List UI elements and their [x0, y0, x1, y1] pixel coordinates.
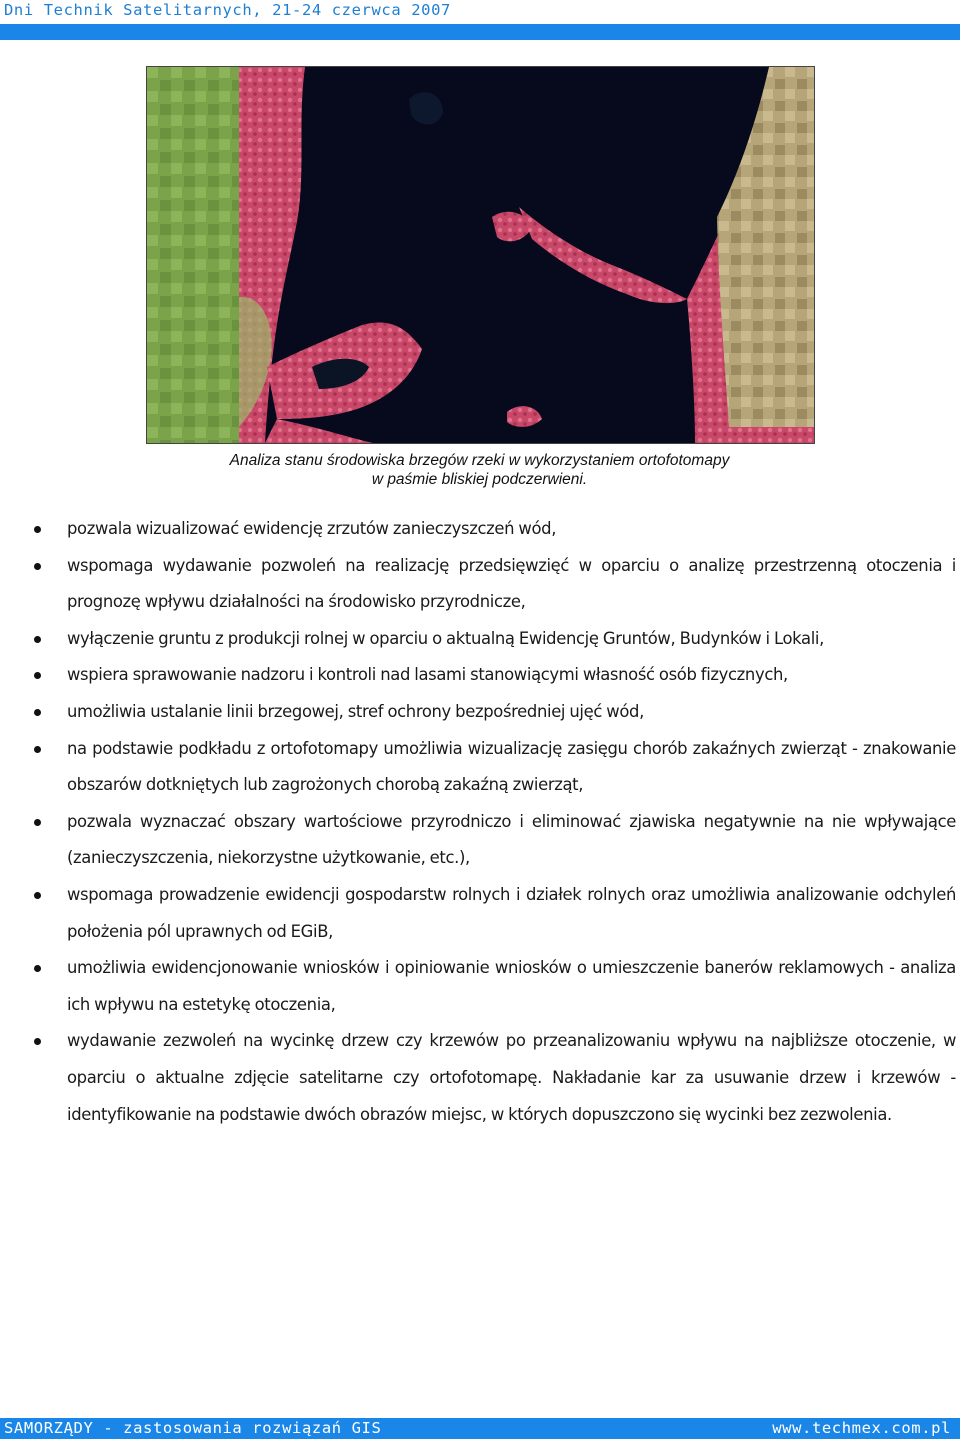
- list-item-text: wspomaga prowadzenie ewidencji gospodarstw rolnych i działek rolnych oraz umożliwia analizowanie odchyleń położenia pól uprawnych od EGiB,: [67, 884, 956, 941]
- bullet-icon: [34, 746, 41, 753]
- list-item-text: wyłączenie gruntu z produkcji rolnej w oparciu o aktualną Ewidencję Gruntów, Budynków i Lokali,: [67, 628, 824, 648]
- list-item-text: pozwala wizualizować ewidencję zrzutów zanieczyszczeń wód,: [67, 519, 557, 538]
- figure-caption: [146, 451, 813, 489]
- list-item: [0, 657, 960, 694]
- bullet-icon: [34, 965, 41, 972]
- list-item-text: umożliwia ustalanie linii brzegowej, stref ochrony bezpośredniej ujęć wód,: [67, 701, 644, 721]
- bullet-icon: [34, 563, 41, 570]
- bullet-icon: [34, 672, 41, 679]
- orthophoto-image: [146, 66, 815, 444]
- bullet-icon: [34, 819, 41, 826]
- list-item-text: pozwala wyznaczać obszary wartościowe przyrodniczo i eliminować zjawiska negatywnie na nie wpływające (zanieczyszczenia, niekorzystne użytkowanie, etc.),: [67, 811, 956, 868]
- list-item: [0, 731, 960, 804]
- list-item-text: wspomaga wydawanie pozwoleń na realizację przedsięwzięć w oparciu o analizę przestrzenną otoczenia i prognozę wpływu działalności na środowisko przyrodnicze,: [67, 555, 956, 612]
- list-item: [0, 877, 960, 950]
- list-item: [0, 950, 960, 1023]
- list-item: [0, 511, 960, 548]
- list-item: [0, 804, 960, 877]
- bullet-icon: [34, 636, 41, 643]
- header-title: Dni Technik Satelitarnych, 21-24 czerwca 2007: [4, 1, 451, 19]
- list-item: [0, 694, 960, 731]
- footer-website: www.techmex.com.pl: [772, 1419, 951, 1437]
- list-item-text: wspiera sprawowanie nadzoru i kontroli nad lasami stanowiącymi własność osób fizycznych,: [67, 665, 788, 685]
- list-item-text: wydawanie zezwoleń na wycinkę drzew czy krzewów po przeanalizowaniu wpływu na najbliższe otoczenie, w oparciu o aktualne zdjęcie satelitarne czy ortofotomapę. Nakładanie kar za usuwanie drzew i krzewów - identyfikowanie na podstawie dwóch obrazów miejsc, w których dopuszczono się wycinki bez zezwolenia.: [67, 1031, 956, 1124]
- list-item-text: na podstawie podkładu z ortofotomapy umożliwia wizualizację zasięgu chorób zakaźnych zwierząt - znakowanie obszarów dotkniętych lub zagrożonych chorobą zakaźną zwierząt,: [67, 738, 956, 795]
- features-list: [0, 511, 960, 1133]
- orthophoto-graphic: [147, 67, 814, 443]
- caption-line-2: w paśmie bliskiej podczerwieni.: [371, 471, 588, 488]
- list-item: [0, 1023, 960, 1133]
- bullet-icon: [34, 1038, 41, 1045]
- bullet-icon: [34, 892, 41, 899]
- bullet-icon: [34, 526, 41, 533]
- list-item: [0, 548, 960, 621]
- footer-title: SAMORZĄDY - zastosowania rozwiązań GIS: [4, 1419, 382, 1437]
- list-item-text: umożliwia ewidencjonowanie wniosków i opiniowanie wniosków o umieszczenie banerów reklamowych - analiza ich wpływu na estetykę otoczenia,: [67, 958, 956, 1014]
- caption-line-1: Analiza stanu środowiska brzegów rzeki w wykorzystaniem ortofotomapy: [229, 452, 730, 469]
- header-bar: [0, 24, 960, 40]
- list-item: [0, 621, 960, 658]
- bullet-icon: [34, 709, 41, 716]
